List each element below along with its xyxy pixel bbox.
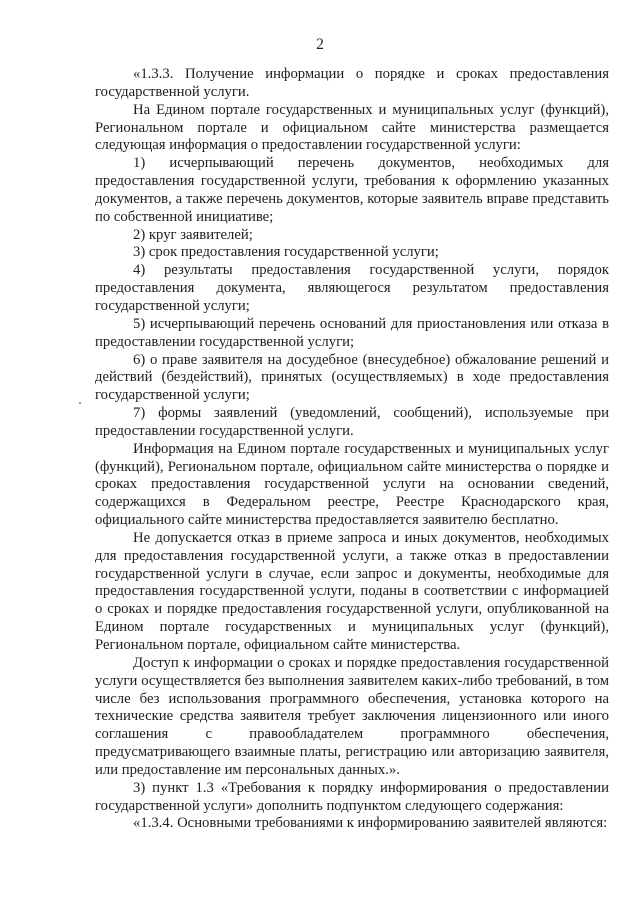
paragraph-1-3-3-heading: «1.3.3. Получение информации о порядке и сроках предоставления государственной услуги. [95, 66, 609, 100]
list-item-5: 5) исчерпывающий перечень оснований для приостановления или отказа в предоставлении государственной услуги; [95, 315, 609, 350]
document-body [95, 66, 609, 833]
paragraph-portal-info-intro: На Едином портале государственных и муниципальных услуг (функций), Региональном портале и официальном сайте министерства размещается следующая информация о предоставлении государственной услуги: [95, 101, 609, 154]
list-item-7: 7) формы заявлений (уведомлений, сообщений), используемые при предоставлении государственной услуги. [95, 405, 609, 439]
list-item-3: 3) срок предоставления государственной услуги; [133, 244, 439, 261]
paragraph-amendment-3: 3) пункт 1.3 «Требования к порядку информирования о предоставлении государственной услуги» дополнить подпунктом следующего содержания: [95, 779, 609, 814]
page-number: 2 [316, 36, 324, 53]
list-item-6: 6) о праве заявителя на досудебное (внесудебное) обжалование решений и действий (бездействий), принятых (осуществляемых) в ходе предоставления государственной услуги; [95, 351, 609, 404]
list-item-2: 2) круг заявителей; [133, 226, 253, 243]
list-item-4: 4) результаты предоставления государственной услуги, порядок предоставления документа, являющегося результатом предоставления государственной услуги; [95, 262, 609, 314]
paragraph-free-information: Информация на Едином портале государственных и муниципальных услуг (функций), Региональном портале, официальном сайте министерства о порядке и сроках предоставления государственной услуги на основании сведений, содержащихся в Федеральном реестре, Реестре Краснодарского края, официального сайте министерства предоставляется заявителю бесплатно. [95, 440, 609, 529]
paragraph-1-3-4-heading: «1.3.4. Основными требованиями к информированию заявителей являются: [133, 815, 608, 832]
paragraph-access-to-information: Доступ к информации о сроках и порядке предоставления государственной услуги осуществляется без выполнения заявителем каких-либо требований, в том числе без использования программного обеспечения, установка которого на технические средства заявителя требует заключения лицензионного или иного соглашения с правообладателем программного обеспечения, предусматривающего взаимные платы, регистрацию или авторизацию заявителя, или предоставление им персональных данных.». [95, 654, 609, 778]
paragraph-refusal-not-allowed: Не допускается отказ в приеме запроса и иных документов, необходимых для предоставления государственной услуги, а также отказ в предоставлении государственной услуги в случае, если запрос и документы, необходимые для предоставления государственной услуги, поданы в соответствии с информацией о сроках и порядке предоставления государственной услуги, опубликованной на Едином портале государственных и муниципальных услуг (функций), Региональном портале, официальном сайте министерства. [95, 529, 609, 653]
scan-speck [79, 402, 81, 404]
list-item-1: 1) исчерпывающий перечень документов, необходимых для предоставления государственной услуги, требования к оформлению указанных документов, а также перечень документов, которые заявитель вправе представить по собственной инициативе; [95, 155, 609, 225]
